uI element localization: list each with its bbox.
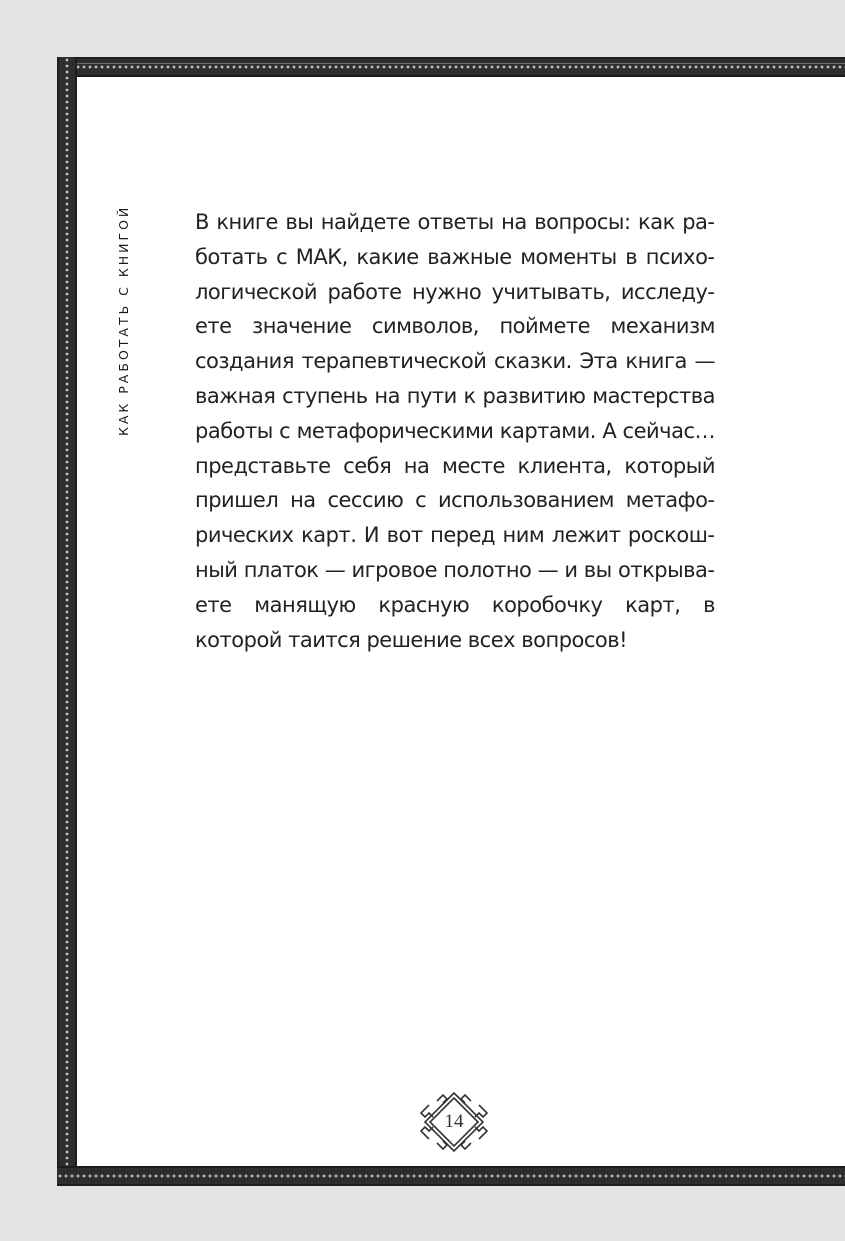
body-paragraph: В книге вы найдете ответы на вопросы: как работать с МАК, какие важные моменты в психологической работе нужно учитывать, исследуете значение символов, поймете механизм создания терапевтической сказки. Эта книга — важная ступень на пути к развитию мастерства работы с метафорическими картами. А сейчас… представьте себя на месте клиента, который пришел на сессию с использованием метафорических карт. И вот перед ним лежит роскошный платок — игровое полотно — и вы открываете манящую красную коробочку карт, в которой таится решение всех вопросов! <box>195 210 715 652</box>
page-border-left <box>57 57 77 1186</box>
page-number-badge <box>417 1087 491 1157</box>
page-border-top <box>57 57 845 77</box>
page-number: 14 <box>444 1111 464 1132</box>
running-head: КАК РАБОТАТЬ С КНИГОЙ <box>116 204 131 436</box>
page-border-bottom <box>57 1166 845 1186</box>
